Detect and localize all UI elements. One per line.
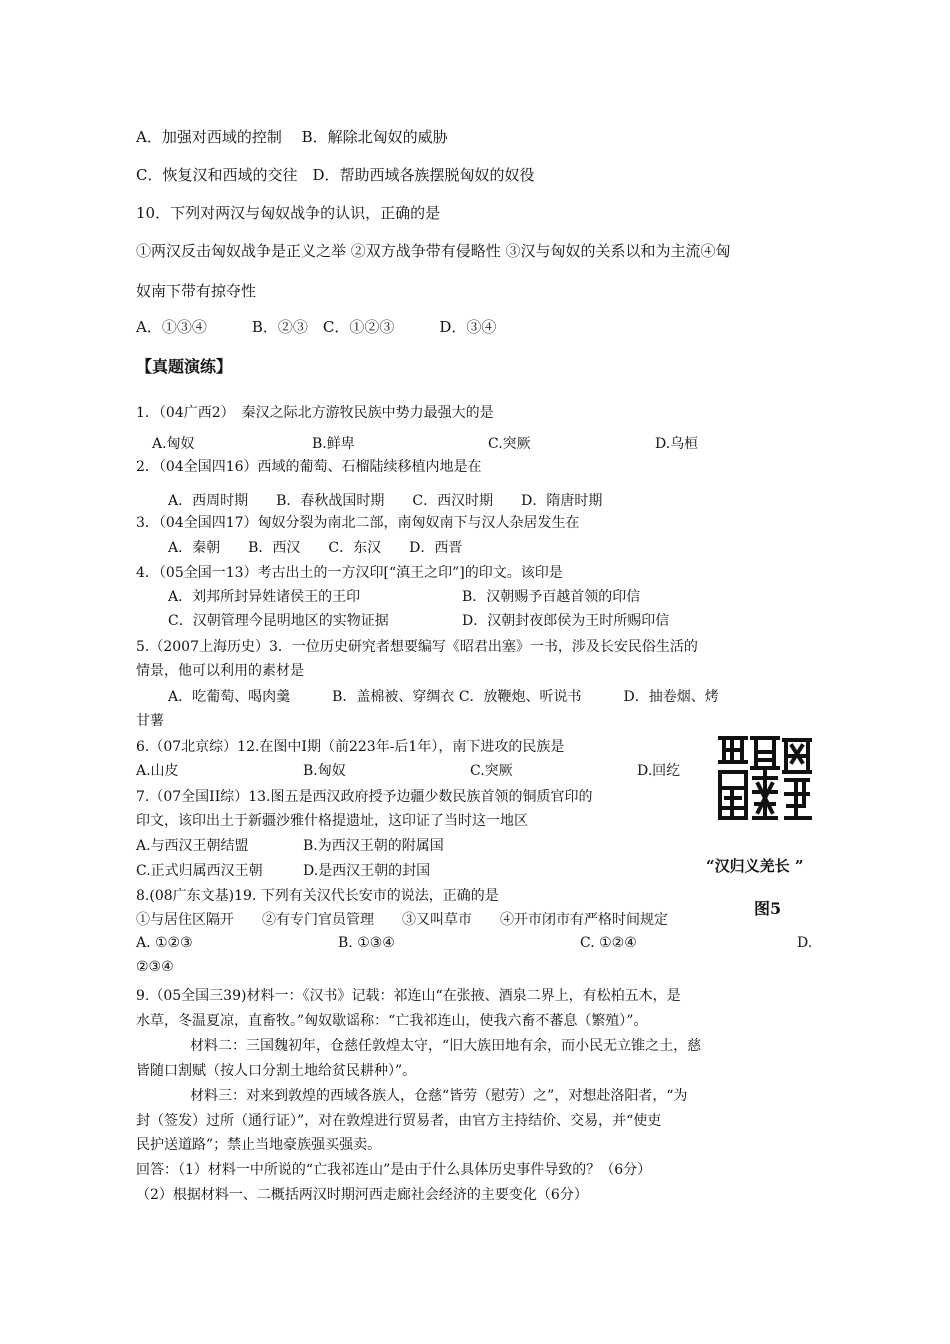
question-10-options: A．①③④ B．②③ C．①②③ D．③④ <box>136 318 497 336</box>
q1-option-c: C.突厥 <box>488 436 531 452</box>
q4-option-a: A．刘邦所封异姓诸侯王的王印 <box>168 589 361 605</box>
question-7-cont: 印文，该印出土于新疆沙雅什格提遗址，这印证了当时这一地区 <box>136 813 528 829</box>
option-line-9-ab: A．加强对西域的控制 B．解除北匈奴的威胁 <box>136 128 448 146</box>
q7-option-c: C.正式归属西汉王朝 <box>136 863 263 879</box>
q7-option-a: A.与西汉王朝结盟 <box>136 838 249 854</box>
figure-label: 图5 <box>754 899 782 918</box>
q6-option-b: B.匈奴 <box>303 763 346 779</box>
q4-option-d: D．汉朝封夜郎侯为王时所赐印信 <box>462 613 670 629</box>
q5-options: A．吃葡萄、喝肉羹 B．盖棉被、穿绸衣 C．放鞭炮、听说书 D．抽卷烟、烤 <box>168 689 719 705</box>
seal-image <box>712 732 816 824</box>
question-10: 10．下列对两汉与匈奴战争的认识，正确的是 <box>136 204 441 222</box>
question-8: 8.(08广东文基)19. 下列有关汉代长安市的说法，正确的是 <box>136 888 499 904</box>
q8-option-b: B. ①③④ <box>338 935 395 951</box>
question-9-l6: 封（签发）过所（通行证）”，对在敦煌进行贸易者，由官方主持结价、交易，并“使吏 <box>136 1113 662 1129</box>
q3-options: A．秦朝 B．西汉 C．东汉 D．西晋 <box>168 540 463 556</box>
question-9-answer-1: 回答：（1）材料一中所说的“亡我祁连山”是由于什么具体历史事件导致的？（6分） <box>136 1162 652 1178</box>
question-1: 1．（04广西2） 秦汉之际北方游牧民族中势力最强大的是 <box>136 405 494 421</box>
q8-statements: ①与居住区隔开 ②有专门官员管理 ③又叫草市 ④开市闭市有严格时间规定 <box>136 912 668 928</box>
option-line-9-cd: C．恢复汉和西域的交往 D．帮助西域各族摆脱匈奴的奴役 <box>136 166 535 184</box>
q8-option-a: A. ①②③ <box>136 935 193 951</box>
q1-option-d: D.乌桓 <box>655 436 699 452</box>
question-2: 2．（04全国四16）西域的葡萄、石榴陆续移植内地是在 <box>136 459 482 475</box>
question-5-cont: 情景，他可以利用的素材是 <box>136 663 304 679</box>
figure-caption: “汉归义羌长 ” <box>706 857 804 875</box>
question-9-l2: 水草，冬温夏凉，直畜牧。”匈奴歇谣称：“亡我祁连山，使我六畜不蕃息（繁殖）”。 <box>136 1013 648 1029</box>
question-10-statements: ①两汉反击匈奴战争是正义之举 ②双方战争带有侵略性 ③汉与匈奴的关系以和为主流④匈 <box>136 242 731 260</box>
q1-option-a: A.匈奴 <box>152 436 195 452</box>
question-10-statements-cont: 奴南下带有掠夺性 <box>136 282 257 300</box>
q6-option-a: A.山皮 <box>136 763 179 779</box>
q7-option-b: B.为西汉王朝的附属国 <box>303 838 444 854</box>
question-5: 5.（2007上海历史）3．一位历史研究者想要编写《昭君出塞》一书，涉及长安民俗生活的 <box>136 639 698 655</box>
q8-option-d-cont: ②③④ <box>136 959 174 975</box>
question-4: 4．（05全国一13）考古出土的一方汉印[“滇王之印”]的印文。该印是 <box>136 565 563 581</box>
q7-option-d: D.是西汉王朝的封国 <box>303 863 431 879</box>
q4-option-b: B．汉朝赐予百越首领的印信 <box>462 589 641 605</box>
question-7: 7.（07全国II综）13.图五是西汉政府授予边疆少数民族首领的铜质官印的 <box>136 789 593 805</box>
q1-option-b: B.鲜卑 <box>312 436 355 452</box>
question-3: 3．（04全国四17）匈奴分裂为南北二部，南匈奴南下与汉人杂居发生在 <box>136 515 580 531</box>
q2-options: A．西周时期 B．春秋战国时期 C．西汉时期 D．隋唐时期 <box>168 493 603 509</box>
q6-option-d: D.回纥 <box>637 763 681 779</box>
question-6: 6.（07北京综）12.在图中Ⅰ期（前223年-后1年），南下进攻的民族是 <box>136 739 565 755</box>
q4-option-c: C．汉朝管理今昆明地区的实物证据 <box>168 613 389 629</box>
question-9-l7: 民护送道路”；禁止当地豪族强买强卖。 <box>136 1137 382 1153</box>
q6-option-c: C.突厥 <box>470 763 513 779</box>
q5-options-cont: 甘薯 <box>136 713 164 729</box>
question-9-material-3: 材料三：对来到敦煌的西域各族人，仓慈“皆劳（慰劳）之”，对想赴洛阳者，“为 <box>190 1088 688 1104</box>
question-9-answer-2: （2）根据材料一、二概括两汉时期河西走廊社会经济的主要变化（6分） <box>136 1187 588 1203</box>
question-9: 9.（05全国三39)材料一：《汉书》记载：祁连山“在张掖、酒泉二界上，有松柏五木，是 <box>136 988 681 1004</box>
question-9-material-2: 材料二：三国魏初年，仓慈任敦煌太守，“旧大族田地有余，而小民无立锥之土，慈 <box>190 1038 702 1054</box>
question-9-l4: 皆随口割赋（按人口分割土地给贫民耕种）”。 <box>136 1063 417 1079</box>
q8-option-d: D. <box>797 935 813 951</box>
section-title: 【真题演练】 <box>136 357 233 376</box>
q8-option-c: C. ①②④ <box>580 935 637 951</box>
